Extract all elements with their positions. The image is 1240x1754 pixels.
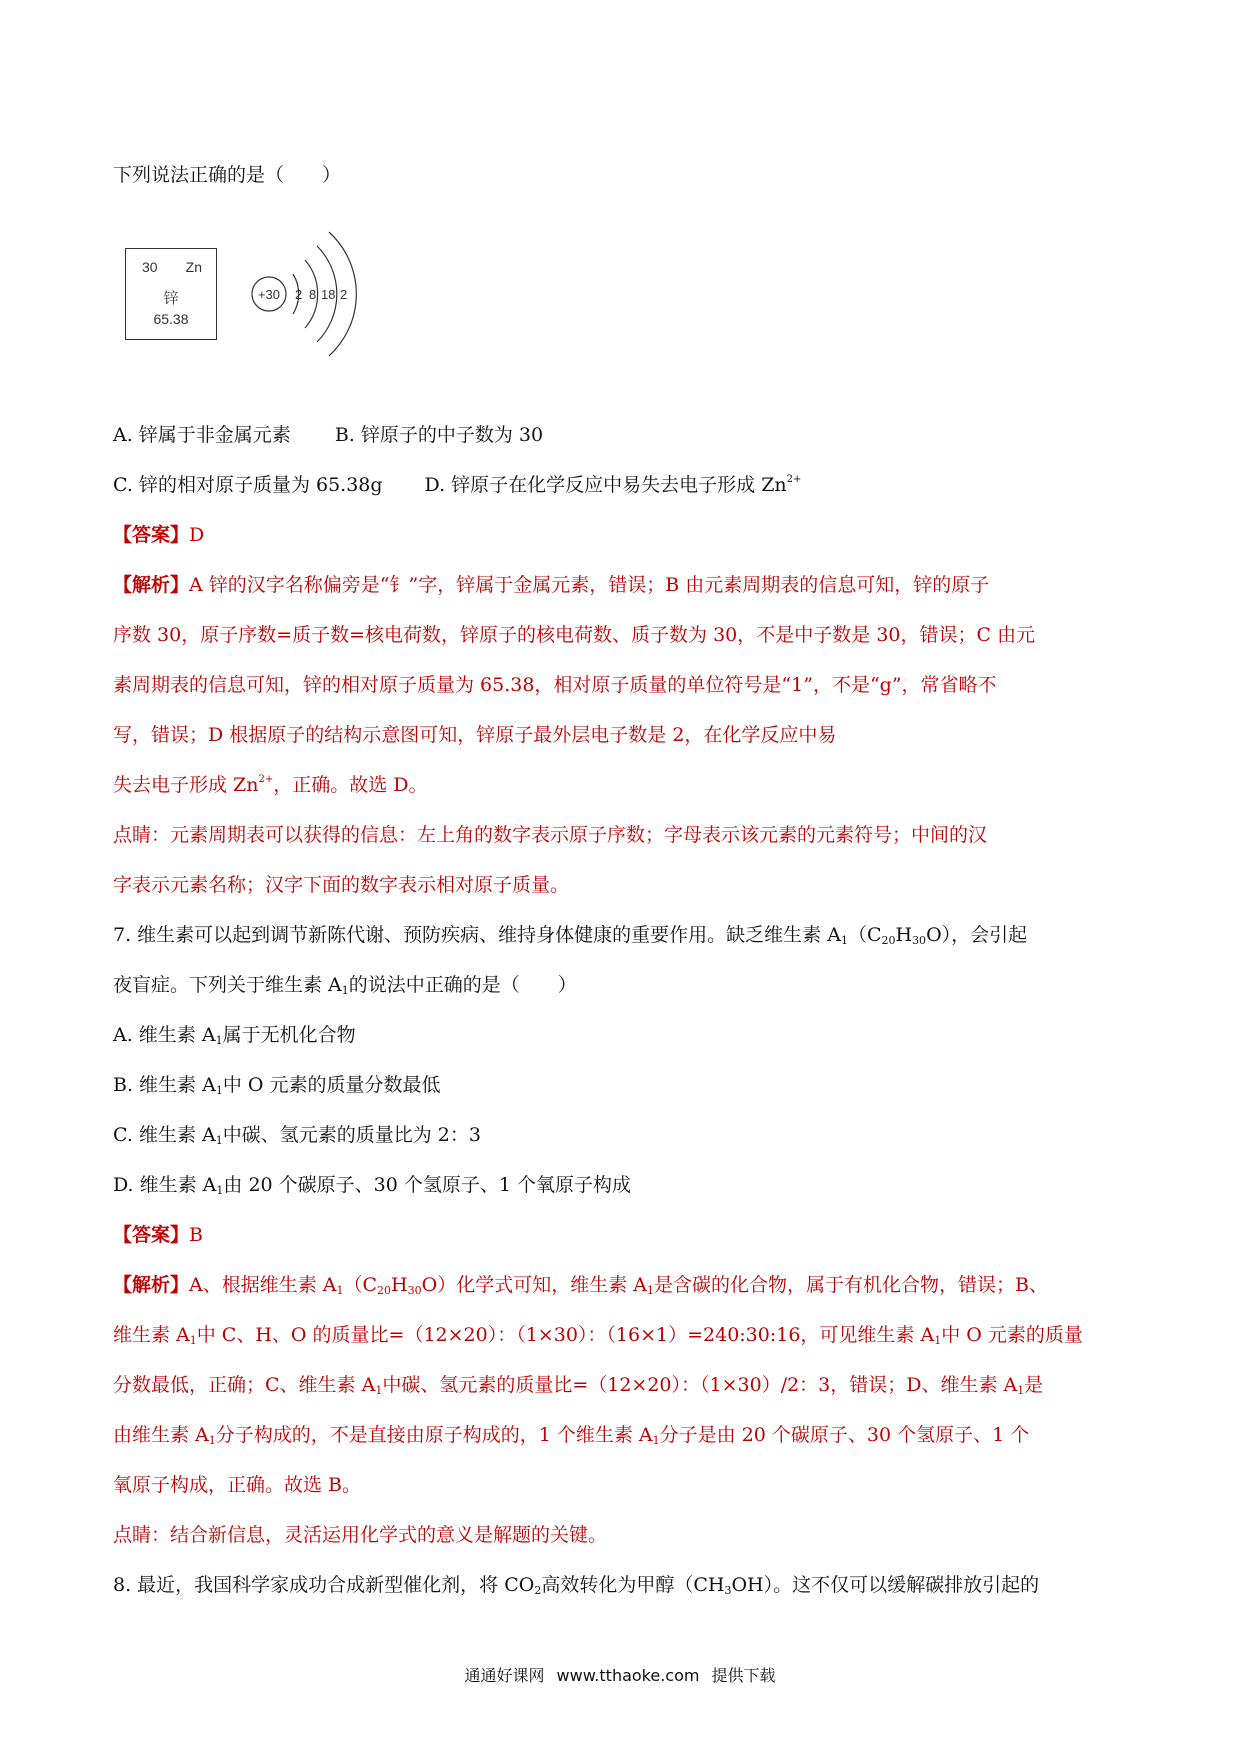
stem-text: 的说法中正确的是（ ）: [348, 974, 577, 996]
subscript: 1: [646, 1284, 654, 1297]
q6-tip-line: 字表示元素名称；汉字下面的数字表示相对原子质量。: [113, 874, 570, 896]
q6-analysis-line: [113, 760, 1133, 810]
subscript: 3: [724, 1584, 732, 1597]
option-text: D. 维生素 A: [113, 1174, 217, 1196]
answer-label: 【答案】: [113, 524, 190, 546]
shell-electrons-3: 18: [321, 287, 336, 302]
q6-options-cd: [113, 460, 1133, 510]
subscript: 1: [341, 984, 349, 997]
shell-electrons-4: 2: [340, 287, 348, 302]
page-footer: [0, 1663, 1240, 1686]
q7-option-d: [113, 1160, 1133, 1210]
q7-option-c: [113, 1110, 1133, 1160]
periodic-table-cell: [125, 248, 217, 340]
atomic-mass: 65.38: [153, 311, 189, 327]
analysis-label: 【解析】: [113, 1274, 190, 1296]
q6-analysis-line: 序数 30，原子序数=质子数=核电荷数，锌原子的核电荷数、质子数为 30，不是中子数是 30，错误；C 由元: [113, 624, 1036, 646]
analysis-text: 分子构成的，不是直接由原子构成的，1 个维生素 A: [215, 1424, 653, 1446]
document-content: [113, 150, 1133, 1610]
footer-note: 提供下载: [711, 1666, 776, 1685]
q6-options-ab: [113, 410, 1133, 460]
subscript: 1: [1017, 1384, 1025, 1397]
option-text: C. 维生素 A: [113, 1124, 216, 1146]
shell-electrons-1: 2: [295, 287, 303, 302]
shell-electrons-2: 8: [309, 287, 317, 302]
analysis-text: 中 C、H、O 的质量比=（12×20）：（1×30）：（16×1）=240:30:16，可见维生素 A: [196, 1324, 935, 1346]
answer-value: B: [189, 1224, 203, 1246]
analysis-text: H: [391, 1274, 408, 1296]
analysis-text: 中 O 元素的质量: [941, 1324, 1083, 1346]
subscript: 1: [840, 934, 848, 947]
option-text: 中 O 元素的质量分数最低: [222, 1074, 441, 1096]
stem-text: 8. 最近，我国科学家成功合成新型催化剂，将 CO: [113, 1574, 535, 1596]
q7-analysis-line: 氧原子构成，正确。故选 B。: [113, 1474, 362, 1496]
q6-answer: [113, 510, 1133, 560]
stem-text: 夜盲症。下列关于维生素 A: [113, 974, 342, 996]
analysis-text: 中碳、氢元素的质量比=（12×20）：（1×30）/2：3，错误；D、维生素 A: [382, 1374, 1018, 1396]
zinc-figure: [113, 204, 1133, 410]
option-text: 属于无机化合物: [222, 1024, 356, 1046]
answer-label: 【答案】: [113, 1224, 190, 1246]
analysis-text: 维生素 A: [113, 1324, 190, 1346]
atom-structure-diagram: [249, 222, 359, 372]
stem-text: H: [895, 924, 913, 946]
q6-analysis-line: 写，错误；D 根据原子的结构示意图可知，锌原子最外层电子数是 2，在化学反应中易: [113, 724, 837, 746]
subscript: 1: [215, 1034, 223, 1047]
stem-text: （C: [847, 924, 882, 946]
subscript: 1: [336, 1284, 344, 1297]
subscript: 20: [881, 934, 896, 947]
subscript: 1: [216, 1184, 224, 1197]
analysis-text: 失去电子形成 Zn: [113, 774, 259, 796]
stem-text: 高效转化为甲醇（CH: [541, 1574, 725, 1596]
subscript: 1: [934, 1334, 942, 1347]
zn-charge: 2+: [786, 474, 802, 485]
subscript: 1: [215, 1134, 223, 1147]
option-text: A. 维生素 A: [113, 1024, 216, 1046]
analysis-text: ，正确。故选 D。: [273, 774, 428, 796]
q6-stem: 下列说法正确的是（ ）: [113, 164, 342, 186]
q7-stem-line: [113, 960, 1133, 1010]
atomic-number: 30: [142, 259, 158, 275]
q6-option-b: B. 锌原子的中子数为 30: [334, 424, 544, 446]
analysis-text: 是含碳的化合物，属于有机化合物，错误；B、: [653, 1274, 1048, 1296]
analysis-text: （C: [343, 1274, 378, 1296]
nucleus-charge: +30: [257, 287, 281, 302]
q6-tip-line: 点睛：元素周期表可以获得的信息：左上角的数字表示原子序数；字母表示该元素的元素符号；中间的汉: [113, 824, 988, 846]
q6-analysis-line: [113, 560, 1133, 610]
analysis-text: 由维生素 A: [113, 1424, 209, 1446]
analysis-text: 是: [1024, 1374, 1044, 1396]
element-name: 锌: [163, 290, 179, 307]
subscript: 1: [375, 1384, 383, 1397]
q7-stem-line: [113, 910, 1133, 960]
element-symbol: Zn: [185, 259, 202, 275]
subscript: 2: [534, 1584, 542, 1597]
q8-stem-line: [113, 1560, 1133, 1610]
subscript: 30: [912, 934, 927, 947]
analysis-text: 分子是由 20 个碳原子、30 个氢原子、1 个: [659, 1424, 1030, 1446]
footer-url[interactable]: www.tthaoke.com: [556, 1666, 700, 1685]
analysis-text: A 锌的汉字名称偏旁是“钅”字，锌属于金属元素，错误；B 由元素周期表的信息可知，锌的原子: [189, 574, 990, 596]
subscript: 1: [208, 1434, 216, 1447]
subscript: 1: [189, 1334, 197, 1347]
analysis-label: 【解析】: [113, 574, 190, 596]
option-text: 中碳、氢元素的质量比为 2：3: [222, 1124, 481, 1146]
q7-analysis-line: [113, 1310, 1133, 1360]
q7-analysis-line: [113, 1410, 1133, 1460]
stem-text: 7. 维生素可以起到调节新陈代谢、预防疾病、维持身体健康的重要作用。缺乏维生素 A: [113, 924, 841, 946]
footer-site-name: 通通好课网: [464, 1666, 545, 1685]
q7-option-a: [113, 1010, 1133, 1060]
analysis-text: A、根据维生素 A: [189, 1274, 337, 1296]
stem-text: OH）。这不仅可以缓解碳排放引起的: [731, 1574, 1040, 1596]
q7-answer: [113, 1210, 1133, 1260]
stem-text: O），会引起: [926, 924, 1028, 946]
analysis-text: 分数最低，正确；C、维生素 A: [113, 1374, 376, 1396]
q6-option-c: C. 锌的相对原子质量为 65.38g: [113, 474, 383, 496]
zn-charge: 2+: [258, 774, 274, 785]
q6-option-d: D. 锌原子在化学反应中易失去电子形成 Zn: [424, 474, 787, 496]
option-text: B. 维生素 A: [113, 1074, 216, 1096]
q7-analysis-line: [113, 1360, 1133, 1410]
subscript: 1: [215, 1084, 223, 1097]
analysis-text: O）化学式可知，维生素 A: [421, 1274, 647, 1296]
q6-option-a: A. 锌属于非金属元素: [113, 424, 291, 446]
q7-analysis-line: [113, 1260, 1133, 1310]
q7-option-b: [113, 1060, 1133, 1110]
q6-analysis-line: 素周期表的信息可知，锌的相对原子质量为 65.38，相对原子质量的单位符号是“1”，不是“g”，常省略不: [113, 674, 997, 696]
subscript: 30: [407, 1284, 422, 1297]
option-text: 由 20 个碳原子、30 个氢原子、1 个氧原子构成: [223, 1174, 632, 1196]
subscript: 1: [652, 1434, 660, 1447]
answer-value: D: [189, 524, 205, 546]
subscript: 20: [377, 1284, 392, 1297]
q7-tip: 点睛：结合新信息，灵活运用化学式的意义是解题的关键。: [113, 1524, 608, 1546]
